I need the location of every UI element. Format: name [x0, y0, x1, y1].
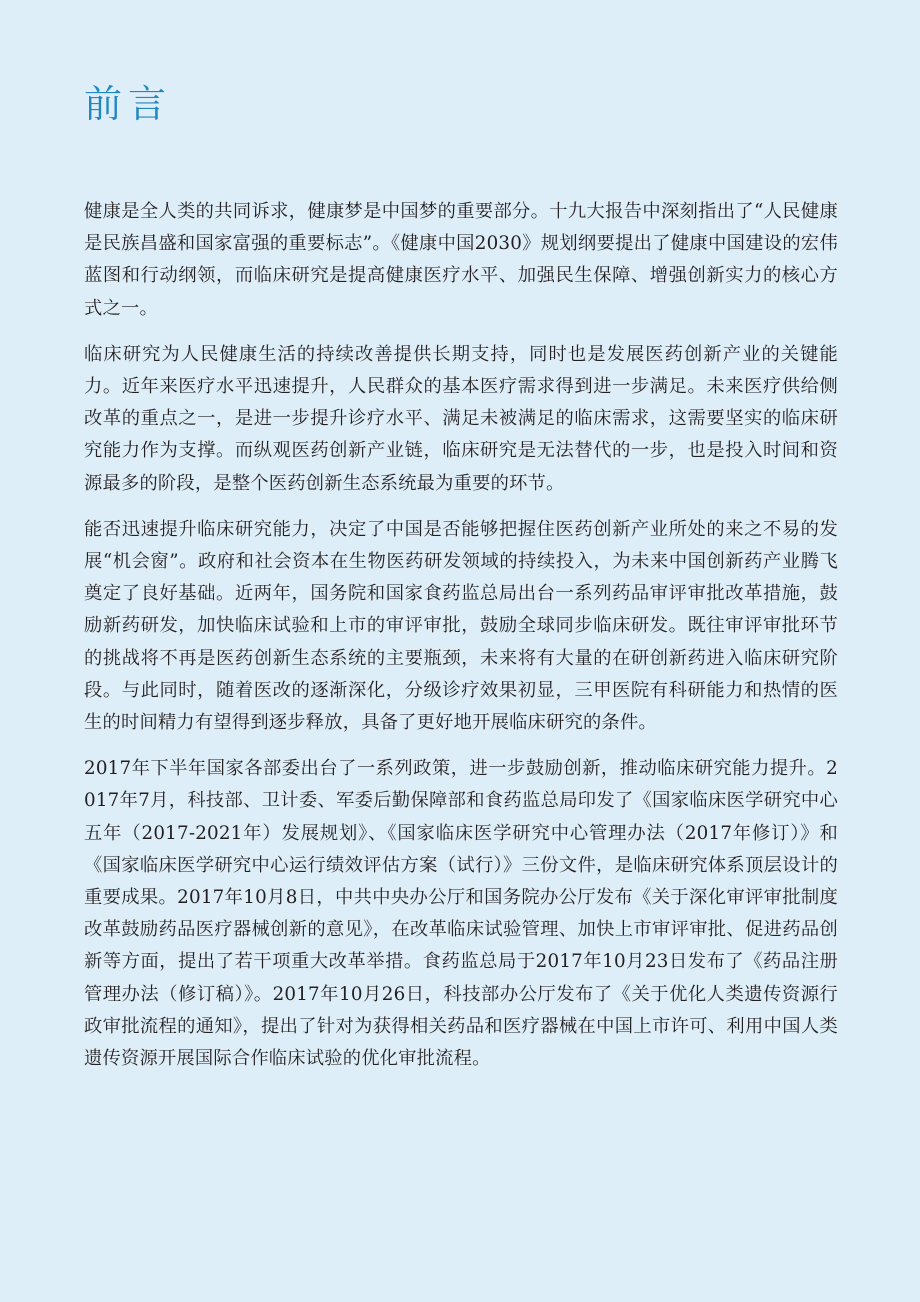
paragraph-1: 健康是全人类的共同诉求，健康梦是中国梦的重要部分。十九大报告中深刻指出了“人民健康是民族昌盛和国家富强的重要标志”。《健康中国2030》规划纲要提出了健康中国建设的宏伟蓝图和行动纲领，而临床研究是提高健康医疗水平、加强民生保障、增强创新实力的核心方式之一。: [84, 201, 838, 319]
page-title: 前言: [84, 82, 173, 126]
document-body: [84, 196, 838, 1089]
paragraph-4: 2017年下半年国家各部委出台了一系列政策，进一步鼓励创新，推动临床研究能力提升。2017年7月，科技部、卫计委、军委后勤保障部和食药监总局印发了《国家临床医学研究中心五年（2017-2021年）发展规划》、《国家临床医学研究中心管理办法（2017年修订）》和《国家临床医学研究中心运行绩效评估方案（试行）》三份文件，是临床研究体系顶层设计的重要成果。2017年10月8日，中共中央办公厅和国务院办公厅发布《关于深化审评审批制度改革鼓励药品医疗器械创新的意见》，在改革临床试验管理、加快上市审评审批、促进药品创新等方面，提出了若干项重大改革举措。食药监总局于2017年10月23日发布了《药品注册管理办法（修订稿）》。2017年10月26日，科技部办公厅发布了《关于优化人类遗传资源行政审批流程的通知》，提出了针对为获得相关药品和医疗器械在中国上市许可、利用中国人类遗传资源开展国际合作临床试验的优化审批流程。: [84, 758, 838, 1070]
paragraph-2: 临床研究为人民健康生活的持续改善提供长期支持，同时也是发展医药创新产业的关键能力。近年来医疗水平迅速提升，人民群众的基本医疗需求得到进一步满足。未来医疗供给侧改革的重点之一，是进一步提升诊疗水平、满足未被满足的临床需求，这需要坚实的临床研究能力作为支撑。而纵观医药创新产业链，临床研究是无法替代的一步，也是投入时间和资源最多的阶段，是整个医药创新生态系统最为重要的环节。: [84, 343, 838, 494]
paragraph-3: 能否迅速提升临床研究能力，决定了中国是否能够把握住医药创新产业所处的来之不易的发展“机会窗”。政府和社会资本在生物医药研发领域的持续投入，为未来中国创新药产业腾飞奠定了良好基础。近两年，国务院和国家食药监总局出台一系列药品审评审批改革措施，鼓励新药研发，加快临床试验和上市的审评审批，鼓励全球同步临床研发。既往审评审批环节的挑战将不再是医药创新生态系统的主要瓶颈，未来将有大量的在研创新药进入临床研究阶段。与此同时，随着医改的逐渐深化，分级诊疗效果初显，三甲医院有科研能力和热情的医生的时间精力有望得到逐步释放，具备了更好地开展临床研究的条件。: [84, 518, 838, 734]
